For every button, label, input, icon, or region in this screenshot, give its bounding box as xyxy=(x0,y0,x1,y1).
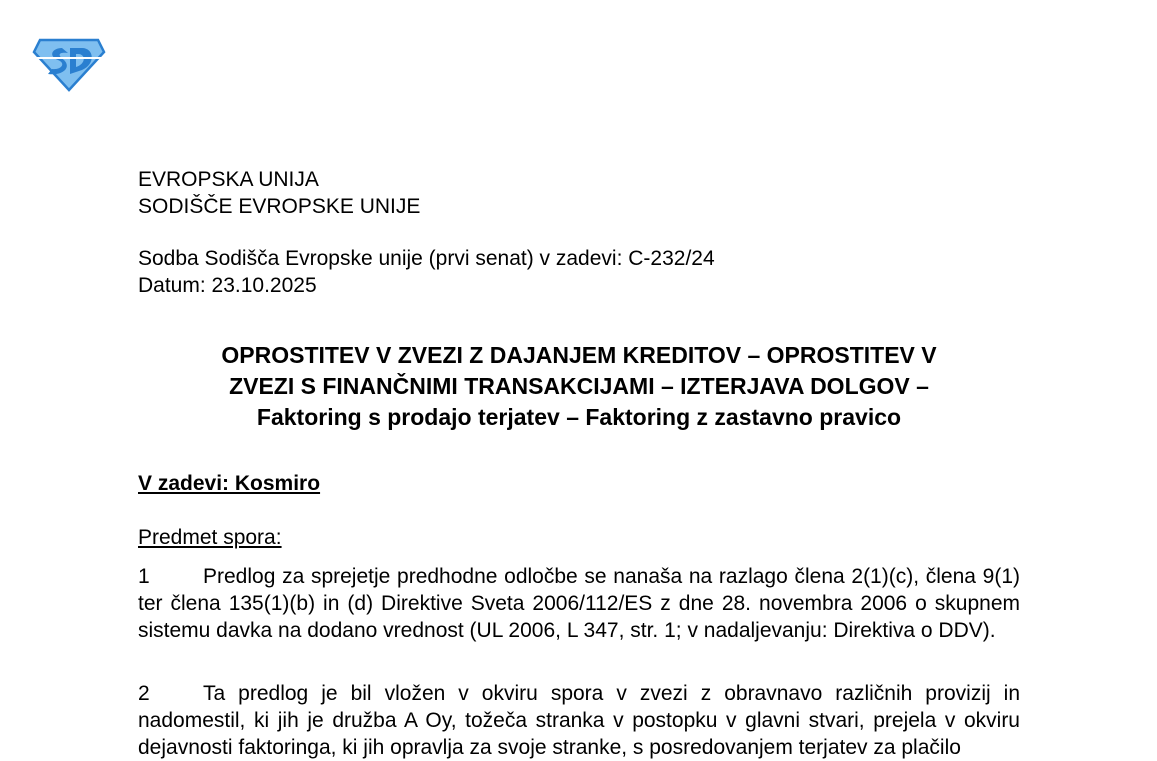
document-title xyxy=(138,340,1020,433)
subject-heading: Predmet spora: xyxy=(138,526,282,549)
title-line-1: OPROSTITEV V ZVEZI Z DAJANJEM KREDITOV – OPROSTITEV V xyxy=(221,342,937,368)
paragraph-text: Ta predlog je bil vložen v okviru spora v zvezi z obravnavo različnih provizij in nadomestil, ki jih je družba A Oy, tožeča stranka v postopku v glavni stvari, prejela v okviru dejavnosti faktoringa, ki jih opravlja za svoje stranke, s posredovanjem terjatev za plačilo xyxy=(138,682,1020,759)
paragraph-number: 1 xyxy=(138,565,150,588)
court-header xyxy=(138,166,420,220)
case-name-heading: V zadevi: Kosmiro xyxy=(138,472,321,495)
header-line-court: SODIŠČE EVROPSKE UNIJE xyxy=(138,195,421,218)
paragraph-number: 2 xyxy=(138,682,150,705)
paragraph-text: Predlog za sprejetje predhodne odločbe se nanaša na razlago člena 2(1)(c), člena 9(1) ter člena 135(1)(b) in (d) Direktive Sveta 2006/112/ES z dne 28. novembra 2006 o skupnem sistemu davka na dodano vrednost (UL 2006, L 347, str. 1; v nadaljevanju: Direktiva o DDV). xyxy=(138,565,1020,642)
header-line-eu: EVROPSKA UNIJA xyxy=(138,168,319,191)
paragraph-1 xyxy=(138,563,1020,644)
title-line-2: ZVEZI S FINANČNIMI TRANSAKCIJAMI – IZTERJAVA DOLGOV – xyxy=(229,373,929,399)
case-reference: Sodba Sodišča Evropske unije (prvi senat) v zadevi: C-232/24 xyxy=(138,247,715,270)
title-line-3: Faktoring s prodajo terjatev – Faktoring z zastavno pravico xyxy=(256,404,902,430)
sd-logo-icon xyxy=(32,36,106,92)
case-info xyxy=(138,245,715,299)
paragraph-2 xyxy=(138,680,1020,761)
case-date: Datum: 23.10.2025 xyxy=(138,274,317,297)
